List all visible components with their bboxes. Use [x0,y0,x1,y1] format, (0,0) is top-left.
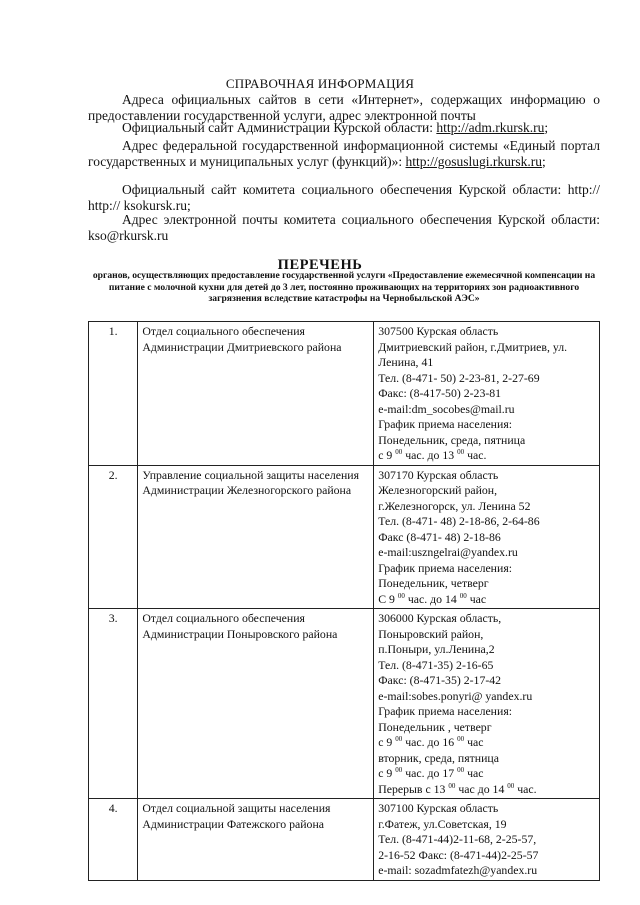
contact-line: п.Поныри, ул.Ленина,2 [378,642,495,656]
schedule-minutes: 00 [457,735,465,743]
organization-name: Управление социальной защиты населения Администрации Железногорского района [138,465,374,609]
schedule-line [378,735,595,751]
schedule-minutes: 00 [459,591,467,600]
portal-text: Адрес федеральной государственной информационной системы «Единый портал государственных и муниципальных услуг (функций)»: [88,138,600,169]
schedule-minutes: 00 [448,781,456,790]
schedule-text: час. до 16 [402,735,458,749]
document-title: СПРАВОЧНАЯ ИНФОРМАЦИЯ [225,76,415,91]
list-subheading: органов, осуществляющих предоставление государственной услуги «Предоставление ежемесячной компенсации на питание с молочной кухни для детей до 3 лет, постоянно проживающих на территориях зон радиоактивного загрязнения вследствие катастрофы на Чернобыльской АЭС» [92,270,596,304]
organization-contacts [374,609,600,799]
row-number: 4. [89,799,138,881]
contact-line: 307500 Курская область [378,324,499,338]
schedule-text: час [464,766,484,780]
organization-name: Отдел социального обеспечения Администрации Дмитриевского района [138,322,374,466]
contact-line: Факс (8-471- 48) 2-18-86 [378,529,501,544]
schedule-text: с 9 [378,766,396,780]
admin-site-text: Официальный сайт Администрации Курской области: [122,120,437,135]
contact-line: График приема населения: [378,704,513,718]
organizations-table [88,321,600,881]
portal-tail: ; [542,154,546,169]
schedule-text: Перерыв с 13 [378,781,449,796]
admin-site-tail: ; [544,120,549,135]
organization-contacts [374,799,600,881]
schedule-text: час. до 13 [402,448,458,462]
schedule-text: час [464,735,484,749]
schedule-minutes: 00 [395,766,403,774]
row-number: 1. [89,322,138,466]
contact-line: Железногорский район, [378,483,498,497]
schedule-minutes: 00 [395,735,403,743]
organization-name: Отдел социального обеспечения Администрации Поныровского района [138,609,374,799]
schedule-line [378,782,595,798]
contact-line: Понедельник, среда, пятница [378,432,526,447]
contact-line: e-mail:uszngelrai@yandex.ru [378,545,518,559]
schedule-text: вторник, среда, пятница [378,750,499,765]
schedule-text: час [466,591,487,606]
schedule-minutes: 00 [397,591,405,600]
admin-site-link[interactable]: http://adm.rkursk.ru [436,120,545,135]
schedule-minutes: 00 [457,448,465,456]
schedule-line [378,751,595,767]
schedule-line [378,766,595,782]
organization-name: Отдел социальной защиты населения Администрации Фатежского района [138,799,374,881]
row-number: 3. [89,609,138,799]
schedule-text: час. до 14 [404,591,460,606]
contact-line: Факс: (8-471-35) 2-17-42 [378,673,502,687]
schedule-text: час. [464,448,487,462]
contact-line: 306000 Курская область, [378,611,502,625]
schedule-text: час. до 17 [402,766,458,780]
schedule-text: с 9 [378,735,396,749]
contact-line: 307170 Курская область [378,467,499,482]
contact-line: Тел. (8-471- 50) 2-23-81, 2-27-69 [378,370,540,385]
row-number: 2. [89,465,138,609]
contact-line: г.Железногорск, ул. Ленина 52 [378,498,531,513]
portal-link[interactable]: http://gosuslugi.rkursk.ru [405,154,543,169]
contact-line: e-mail:sobes.ponyri@ yandex.ru [378,688,533,703]
schedule-minutes: 00 [507,781,515,790]
schedule-text: час до 14 [455,781,508,796]
contact-line: 307100 Курская область [378,801,499,815]
contact-line: e-mail: sozadmfatezh@yandex.ru [378,863,538,877]
schedule-line [378,448,595,464]
contact-line: Понедельник, четверг [378,576,489,590]
schedule-minutes: 00 [457,766,465,774]
contact-line: Понедельник , четверг [378,719,492,734]
schedule-text: час. [514,781,537,796]
schedule-text: с 9 [378,448,396,462]
contact-line: Тел. (8-471-44)2-11-68, 2-25-57, [378,832,537,846]
contact-line: Тел. (8-471-35) 2-16-65 [378,657,494,672]
contact-line: Факс: (8-417-50) 2-23-81 [378,386,502,400]
contact-line: e-mail:dm_socobes@mail.ru [378,401,515,416]
organization-contacts [374,322,600,466]
portal-paragraph [88,138,600,170]
contact-line: 2-16-52 Факс: (8-471-44)2-25-57 [378,847,539,862]
table-row [89,609,600,799]
schedule-minutes: 00 [395,448,403,456]
schedule-text: С 9 [378,591,398,606]
table-row [89,322,600,466]
contact-line: График приема населения: [378,417,513,431]
list-heading: ПЕРЕЧЕНЬ [277,257,363,273]
committee-site-paragraph: Официальный сайт комитета социального обеспечения Курской области: http:// http:// ksokursk.ru; [88,182,600,213]
contact-line: График приема населения: [378,560,513,575]
table-row [89,465,600,609]
organizations-table-body [89,322,600,881]
contact-line: Дмитриевский район, г.Дмитриев, ул. [378,339,568,354]
contact-line: Тел. (8-471- 48) 2-18-86, 2-64-86 [378,514,540,528]
contact-line: г.Фатеж, ул.Советская, 19 [378,816,507,831]
committee-email-paragraph: Адрес электронной почты комитета социального обеспечения Курской области: kso@rkursk.ru [88,212,600,243]
schedule-line [378,592,595,608]
table-row [89,799,600,881]
admin-site-paragraph [88,120,600,136]
contact-line: Ленина, 41 [378,355,434,369]
organization-contacts [374,465,600,609]
intro-paragraph: Адреса официальных сайтов в сети «Интернет», содержащих информацию о предоставлении государственной услуги, адрес электронной почты [88,92,600,123]
contact-line: Поныровский район, [378,626,484,641]
